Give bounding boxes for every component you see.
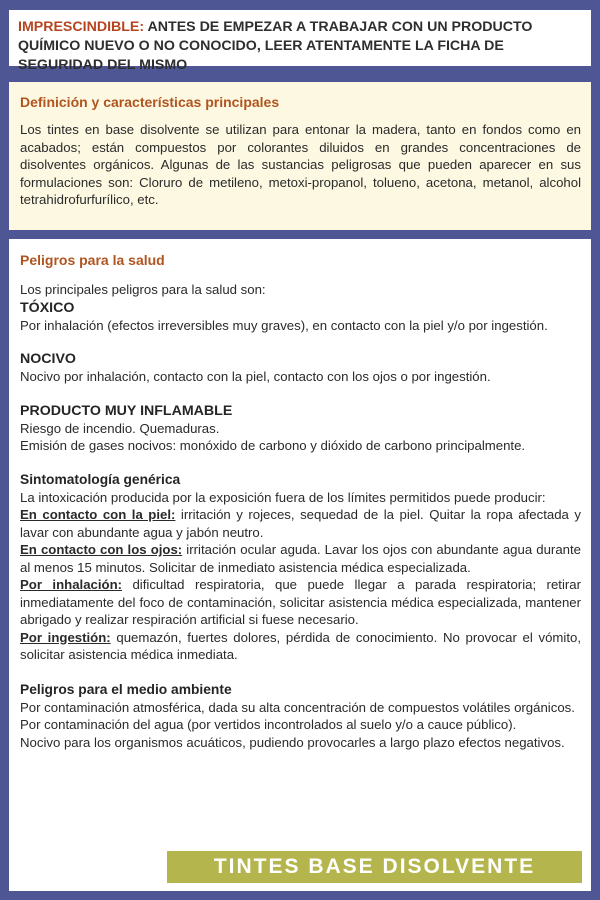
symptom-eyes-label: En contacto con los ojos: — [20, 542, 183, 557]
symptom-eyes-text: irritación ocular aguda. Lavar los ojos con abundante agua durante al menos 15 minutos. Solicitar de inmediato asistencia médica especializada. — [20, 542, 581, 575]
symptom-ingestion — [20, 629, 581, 664]
hazard-harmful-text: Nocivo por inhalación, contacto con la piel, contacto con los ojos o por ingestión. — [20, 369, 491, 384]
symptom-skin-text: irritación y rojeces, sequedad de la piel. Quitar la ropa afectada y lavar con abundante agua y jabón neutro. — [20, 507, 582, 540]
health-section — [9, 239, 591, 891]
definition-title: Definición y características principales — [20, 94, 280, 110]
environment-title: Peligros para el medio ambiente — [20, 681, 232, 697]
health-intro: Los principales peligros para la salud son: — [20, 282, 266, 297]
health-title: Peligros para la salud — [20, 252, 165, 268]
symptom-inhalation — [20, 576, 581, 629]
environment-line1: Por contaminación atmosférica, dada su alta concentración de compuestos volátiles orgánicos. — [20, 699, 575, 715]
warning-lead: IMPRESCINDIBLE: — [18, 19, 145, 35]
symptom-eyes — [20, 541, 581, 576]
definition-body: Los tintes en base disolvente se utilizan para entonar la madera, tanto en fondos como en acabados; están compuestos por colorantes diluidos en grandes concentraciones de disolventes orgánicos. Algunas de las sustancias peligrosas que pueden aparecer en sus formulaciones son: Cloruro de metileno, metoxi-propanol, tolueno, acetona, metanol, alcohol tetrahidrofurfurílico, etc. — [20, 122, 581, 207]
hazard-toxic-title: TÓXICO — [20, 299, 75, 316]
warning-box — [9, 10, 591, 73]
hazard-flammable-title: PRODUCTO MUY INFLAMABLE — [20, 402, 233, 419]
warning-text: ANTES DE EMPEZAR A TRABAJAR CON UN PRODUCTO QUÍMICO NUEVO O NO CONOCIDO, LEER ATENTAMENTE LA FICHA DE SEGURIDAD DEL MISMO — [18, 19, 533, 73]
title-banner: TINTES BASE DISOLVENTE — [167, 851, 582, 883]
environment-line3: Nocivo para los organismos acuáticos, pudiendo provocarles a largo plazo efectos negativos. — [20, 734, 565, 750]
symptom-inhalation-label: Por inhalación: — [20, 577, 123, 592]
environment-block — [20, 681, 581, 752]
hazard-harmful-title: NOCIVO — [20, 351, 76, 367]
environment-line2: Por contaminación del agua (por vertidos incontrolados al suelo y/o a cauce público). — [20, 717, 517, 732]
symptom-skin-label: En contacto con la piel: — [20, 507, 176, 522]
definition-section — [9, 82, 591, 230]
symptoms-block — [20, 471, 581, 664]
symptom-inhalation-text: dificultad respiratoria, que puede llegar a parada respiratoria; retirar inmediatamente del foco de contaminación, solicitar asistencia médica especializada, mantener abrigado y realizar respiración artificial si fuese necesario. — [20, 577, 581, 627]
hazard-flammable-line2: Emisión de gases nocivos: monóxido de carbono y dióxido de carbono principalmente. — [20, 438, 526, 453]
symptoms-intro: La intoxicación producida por la exposición fuera de los límites permitidos puede producir: — [20, 489, 546, 505]
hazard-harmful — [20, 350, 581, 386]
symptom-skin — [20, 506, 581, 541]
hazard-toxic-text: Por inhalación (efectos irreversibles muy graves), en contacto con la piel y/o por ingestión. — [20, 317, 548, 333]
hazard-flammable-line1: Riesgo de incendio. Quemaduras. — [20, 420, 220, 436]
symptom-ingestion-text: quemazón, fuertes dolores, pérdida de conocimiento. No provocar el vómito, solicitar asistencia médica inmediata. — [20, 629, 581, 662]
symptoms-title: Sintomatología genérica — [20, 471, 181, 487]
hazard-flammable — [20, 402, 581, 455]
hazard-toxic — [20, 299, 581, 335]
symptom-ingestion-label: Por ingestión: — [20, 629, 111, 645]
